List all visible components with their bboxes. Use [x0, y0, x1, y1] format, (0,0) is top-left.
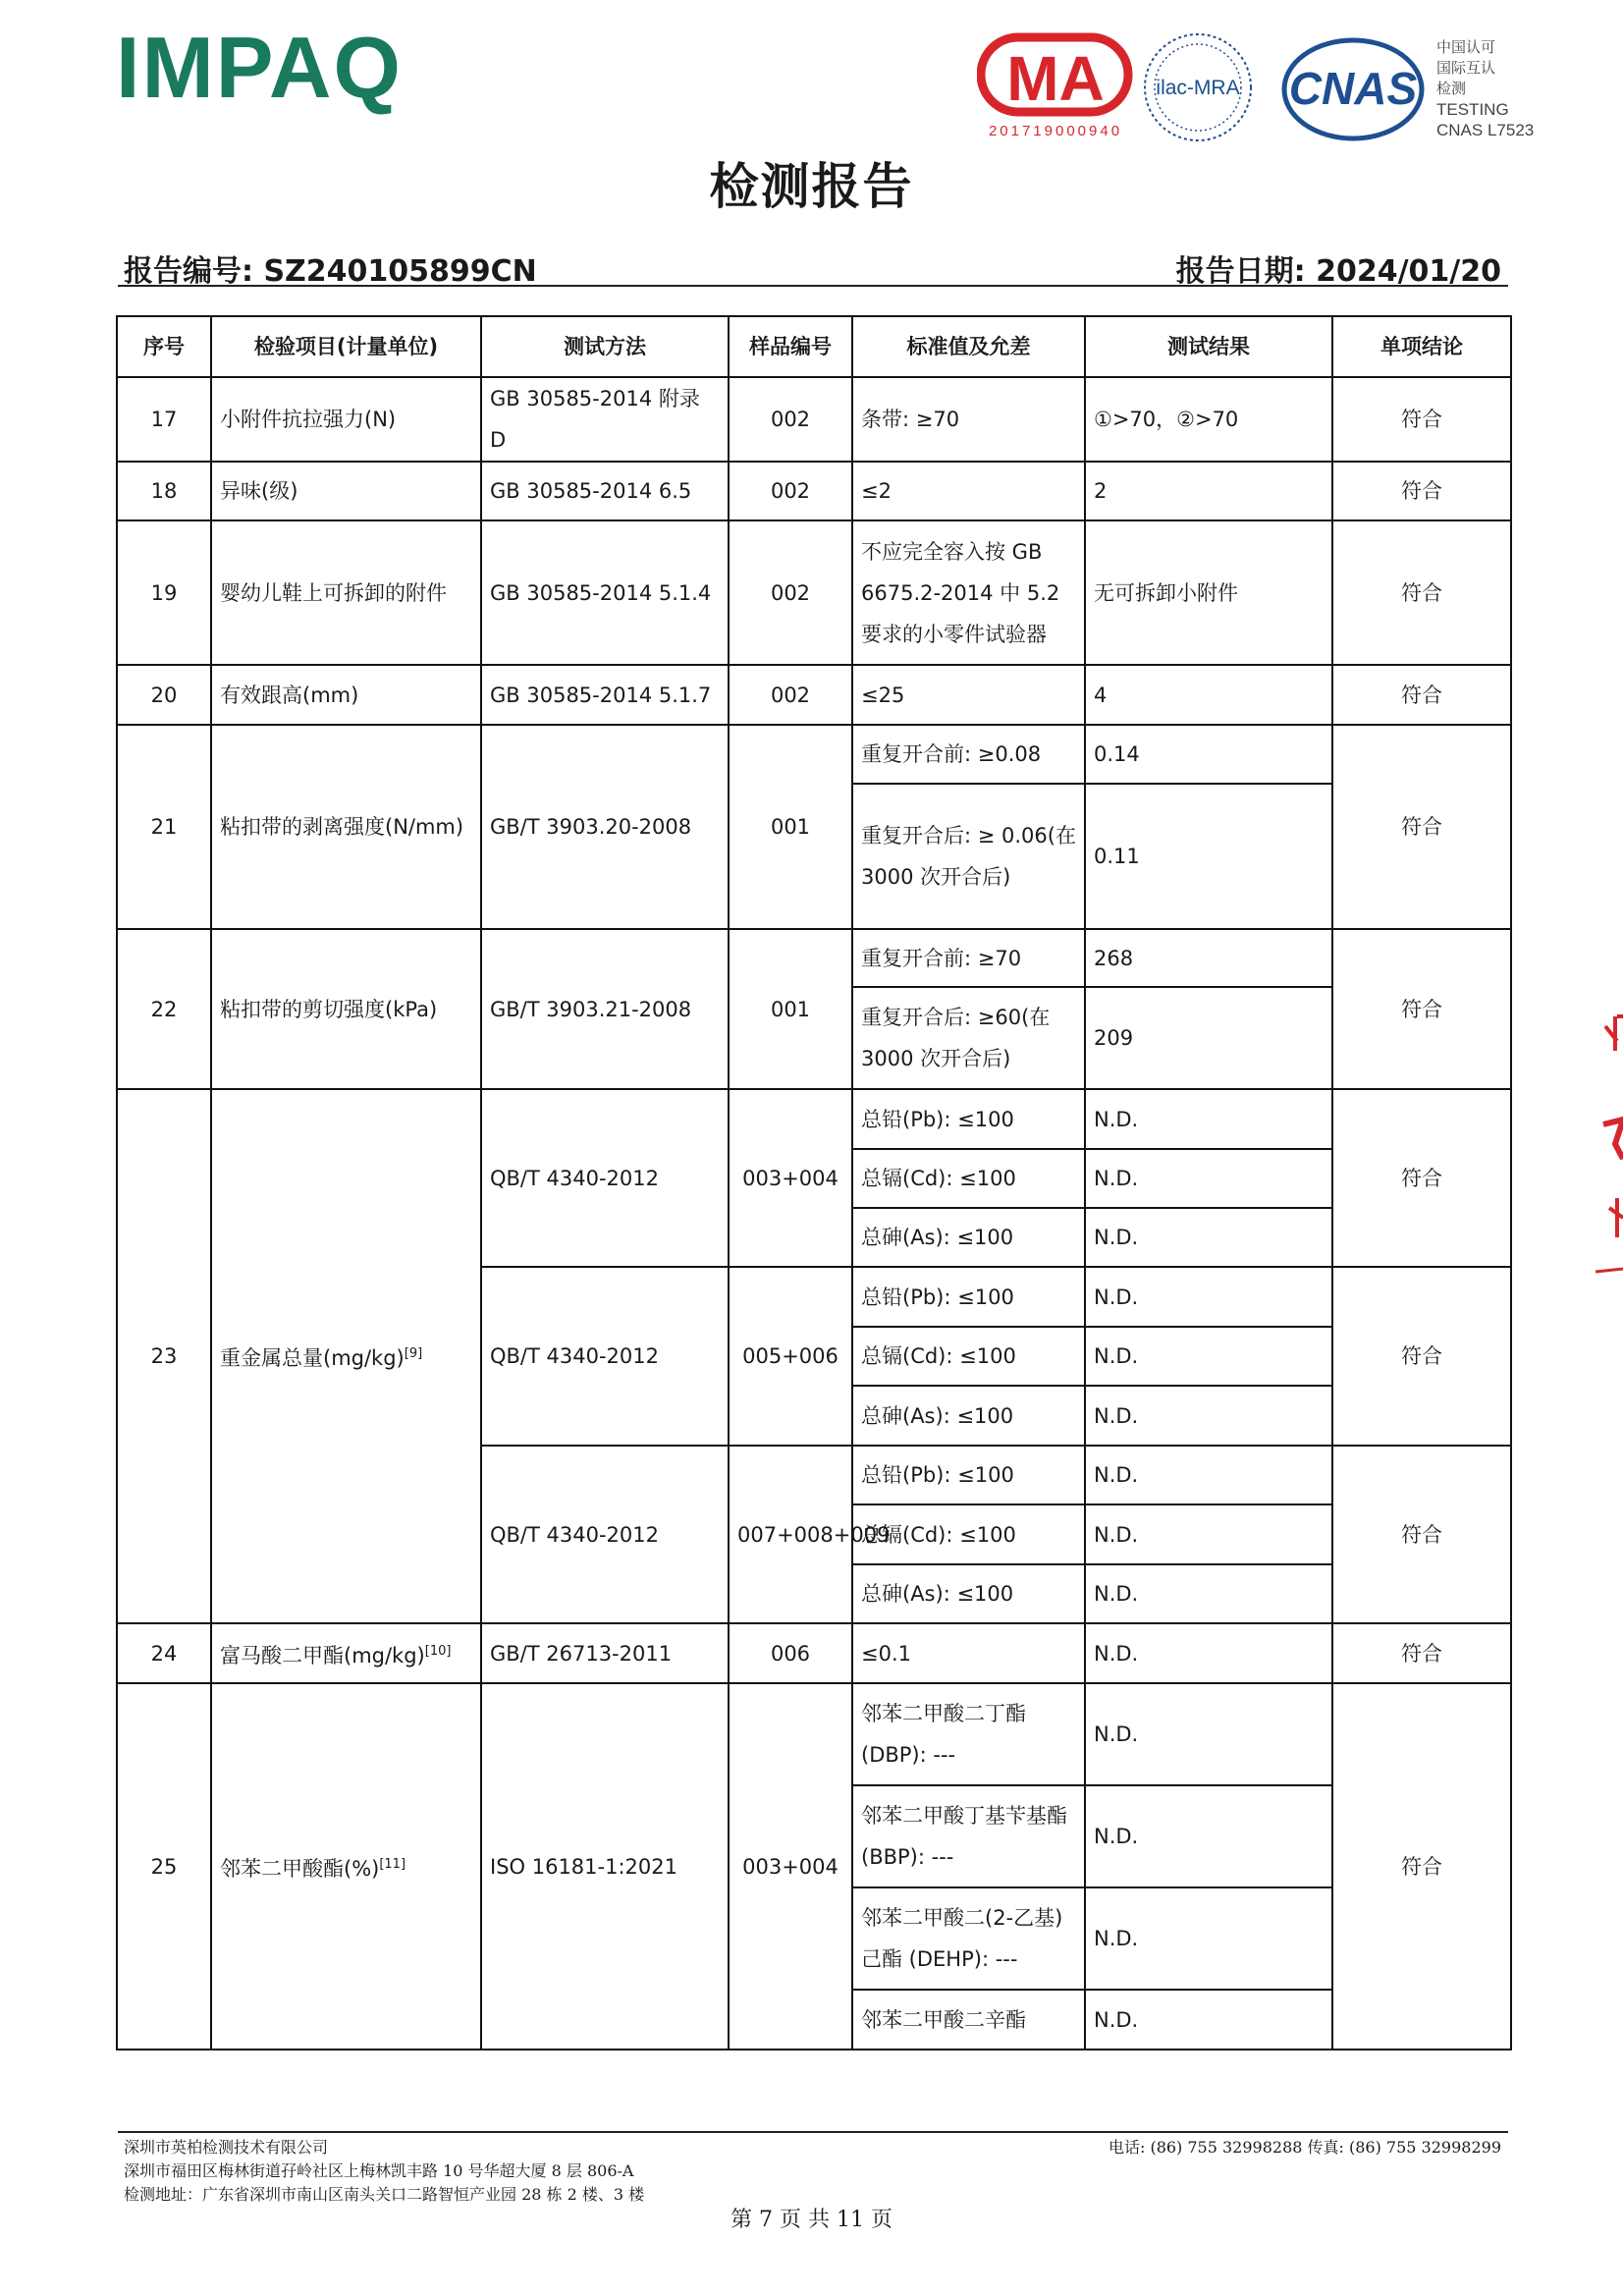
- table-row: [117, 1089, 1511, 1149]
- row-conclusion: 符合: [1332, 377, 1511, 462]
- col-header-item: 检验项目(计量单位): [211, 316, 481, 377]
- footer-contact: 电话: (86) 755 32998288 传真: (86) 755 32998299: [1108, 2138, 1501, 2157]
- row-result: N.D.: [1085, 1208, 1332, 1267]
- row-result: N.D.: [1085, 1887, 1332, 1990]
- table-row: [117, 462, 1511, 520]
- report-date: 报告日期: 2024/01/20: [1175, 254, 1501, 289]
- table-row: [117, 1623, 1511, 1683]
- row-sample: 006: [729, 1623, 852, 1683]
- row-standard: 条带: ≥70: [852, 377, 1085, 462]
- row-no: 23: [117, 1089, 211, 1623]
- test-results-table: [116, 315, 1512, 2050]
- row-standard: 重复开合后: ≥ 0.06(在 3000 次开合后): [852, 784, 1085, 929]
- row-result: N.D.: [1085, 1785, 1332, 1887]
- row-result: N.D.: [1085, 1149, 1332, 1208]
- row-method: GB 30585-2014 6.5: [481, 462, 729, 520]
- row-no: 22: [117, 929, 211, 1089]
- table-header-row: [117, 316, 1511, 377]
- row-standard: 重复开合前: ≥70: [852, 929, 1085, 987]
- row-result: 209: [1085, 987, 1332, 1089]
- table-row: [117, 1683, 1511, 1785]
- row-standard: 总铅(Pb): ≤100: [852, 1446, 1085, 1504]
- row-result: N.D.: [1085, 1386, 1332, 1446]
- row-conclusion: 符合: [1332, 665, 1511, 725]
- row-conclusion: 符合: [1332, 1267, 1511, 1446]
- cnas-cert-text: 中国认可 国际互认 检测 TESTING CNAS L7523: [1436, 38, 1535, 139]
- svg-text:MA: MA: [1006, 43, 1105, 114]
- row-conclusion: 符合: [1332, 1683, 1511, 2050]
- row-result: N.D.: [1085, 1564, 1332, 1623]
- row-item: 粘扣带的剥离强度(N/mm): [211, 725, 481, 929]
- row-method: GB/T 26713-2011: [481, 1623, 729, 1683]
- col-header-conclusion: 单项结论: [1332, 316, 1511, 377]
- row-standard: 总铅(Pb): ≤100: [852, 1267, 1085, 1327]
- row-sample: 002: [729, 377, 852, 462]
- svg-text:CNAS: CNAS: [1288, 63, 1418, 114]
- row-standard: 总铅(Pb): ≤100: [852, 1089, 1085, 1149]
- report-number: 报告编号: SZ240105899CN: [124, 254, 537, 289]
- row-sample: 003+004: [729, 1683, 852, 2050]
- row-conclusion: 符合: [1332, 1446, 1511, 1623]
- row-result: N.D.: [1085, 1267, 1332, 1327]
- cma-number: 201719000940: [988, 123, 1123, 139]
- table-row: [117, 725, 1511, 784]
- row-result: N.D.: [1085, 1327, 1332, 1386]
- row-result: 无可拆卸小附件: [1085, 520, 1332, 665]
- row-method: QB/T 4340-2012: [481, 1267, 729, 1446]
- row-standard: 总砷(As): ≤100: [852, 1386, 1085, 1446]
- row-method: GB/T 3903.21-2008: [481, 929, 729, 1089]
- cma-logo: [977, 31, 1134, 144]
- row-standard: 总砷(As): ≤100: [852, 1208, 1085, 1267]
- row-conclusion: 符合: [1332, 462, 1511, 520]
- row-item: 有效跟高(mm): [211, 665, 481, 725]
- row-standard: 邻苯二甲酸丁基苄基酯 (BBP): ---: [852, 1785, 1085, 1887]
- row-no: 25: [117, 1683, 211, 2050]
- row-sample: 002: [729, 462, 852, 520]
- ilac-mra-logo: [1139, 29, 1257, 145]
- row-no: 19: [117, 520, 211, 665]
- row-result: N.D.: [1085, 1089, 1332, 1149]
- row-result: N.D.: [1085, 1990, 1332, 2050]
- impaq-logo: IMPAQ: [116, 19, 403, 116]
- row-result: N.D.: [1085, 1446, 1332, 1504]
- row-item: 粘扣带的剪切强度(kPa): [211, 929, 481, 1089]
- footer-company-info: [124, 2136, 644, 2207]
- row-sample: 003+004: [729, 1089, 852, 1267]
- row-standard: ≤0.1: [852, 1623, 1085, 1683]
- row-item: 重金属总量(mg/kg)[9]: [211, 1089, 481, 1623]
- cnas-logo: [1276, 35, 1434, 143]
- row-result: N.D.: [1085, 1623, 1332, 1683]
- row-standard: 邻苯二甲酸二辛酯: [852, 1990, 1085, 2050]
- row-standard: 邻苯二甲酸二丁酯 (DBP): ---: [852, 1683, 1085, 1785]
- row-result: 0.11: [1085, 784, 1332, 929]
- col-header-method: 测试方法: [481, 316, 729, 377]
- col-header-standard: 标准值及允差: [852, 316, 1085, 377]
- row-method: QB/T 4340-2012: [481, 1446, 729, 1623]
- row-standard: 不应完全容入按 GB 6675.2-2014 中 5.2 要求的小零件试验器: [852, 520, 1085, 665]
- row-item: 异味(级): [211, 462, 481, 520]
- row-sample: 001: [729, 725, 852, 929]
- row-result: N.D.: [1085, 1683, 1332, 1785]
- row-method: GB/T 3903.20-2008: [481, 725, 729, 929]
- header-divider: [118, 285, 1508, 287]
- row-no: 24: [117, 1623, 211, 1683]
- table-row: [117, 929, 1511, 987]
- row-method: GB 30585-2014 5.1.4: [481, 520, 729, 665]
- table-row: [117, 665, 1511, 725]
- col-header-no: 序号: [117, 316, 211, 377]
- row-result: N.D.: [1085, 1504, 1332, 1564]
- row-standard: 重复开合后: ≥60(在 3000 次开合后): [852, 987, 1085, 1089]
- footer-divider: [118, 2131, 1508, 2133]
- row-standard: ≤2: [852, 462, 1085, 520]
- row-conclusion: 符合: [1332, 929, 1511, 1089]
- page-number: 第 7 页 共 11 页: [730, 2208, 893, 2232]
- row-no: 17: [117, 377, 211, 462]
- row-method: QB/T 4340-2012: [481, 1089, 729, 1267]
- row-sample: 002: [729, 520, 852, 665]
- row-conclusion: 符合: [1332, 1623, 1511, 1683]
- row-result: 0.14: [1085, 725, 1332, 784]
- row-standard: 重复开合前: ≥0.08: [852, 725, 1085, 784]
- row-sample: 007+008+009: [729, 1446, 852, 1623]
- row-item: 小附件抗拉强力(N): [211, 377, 481, 462]
- row-conclusion: 符合: [1332, 725, 1511, 929]
- col-header-result: 测试结果: [1085, 316, 1332, 377]
- row-sample: 005+006: [729, 1267, 852, 1446]
- row-sample: 002: [729, 665, 852, 725]
- row-item: 婴幼儿鞋上可拆卸的附件: [211, 520, 481, 665]
- row-conclusion: 符合: [1332, 1089, 1511, 1267]
- seal-stamp-fragment: [1596, 1011, 1623, 1277]
- row-result: 268: [1085, 929, 1332, 987]
- row-no: 18: [117, 462, 211, 520]
- table-row: [117, 377, 1511, 462]
- row-standard: 总镉(Cd): ≤100: [852, 1149, 1085, 1208]
- footer-lab-address: 检测地址：广东省深圳市南山区南头关口二路智恒产业园 28 栋 2 楼、3 楼: [124, 2185, 645, 2204]
- row-method: ISO 16181-1:2021: [481, 1683, 729, 2050]
- row-method: GB 30585-2014 附录 D: [481, 377, 729, 462]
- row-standard: 总镉(Cd): ≤100: [852, 1504, 1085, 1564]
- row-method: GB 30585-2014 5.1.7: [481, 665, 729, 725]
- footer-company: 深圳市英柏检测技术有限公司: [124, 2138, 329, 2157]
- svg-text:ilac-MRA: ilac-MRA: [1156, 77, 1240, 99]
- row-item: 富马酸二甲酯(mg/kg)[10]: [211, 1623, 481, 1683]
- row-standard: 邻苯二甲酸二(2-乙基)己酯 (DEHP): ---: [852, 1887, 1085, 1990]
- row-no: 20: [117, 665, 211, 725]
- row-standard: ≤25: [852, 665, 1085, 725]
- row-result: ①>70，②>70: [1085, 377, 1332, 462]
- row-item: 邻苯二甲酸酯(%)[11]: [211, 1683, 481, 2050]
- row-result: 2: [1085, 462, 1332, 520]
- row-standard: 总镉(Cd): ≤100: [852, 1327, 1085, 1386]
- row-standard: 总砷(As): ≤100: [852, 1564, 1085, 1623]
- row-no: 21: [117, 725, 211, 929]
- table-row: [117, 520, 1511, 665]
- row-conclusion: 符合: [1332, 520, 1511, 665]
- footer-address: 深圳市福田区梅林街道孖岭社区上梅林凯丰路 10 号华超大厦 8 层 806-A: [124, 2161, 634, 2180]
- row-sample: 001: [729, 929, 852, 1089]
- page-title: 检测报告: [709, 157, 914, 215]
- col-header-sample: 样品编号: [729, 316, 852, 377]
- row-result: 4: [1085, 665, 1332, 725]
